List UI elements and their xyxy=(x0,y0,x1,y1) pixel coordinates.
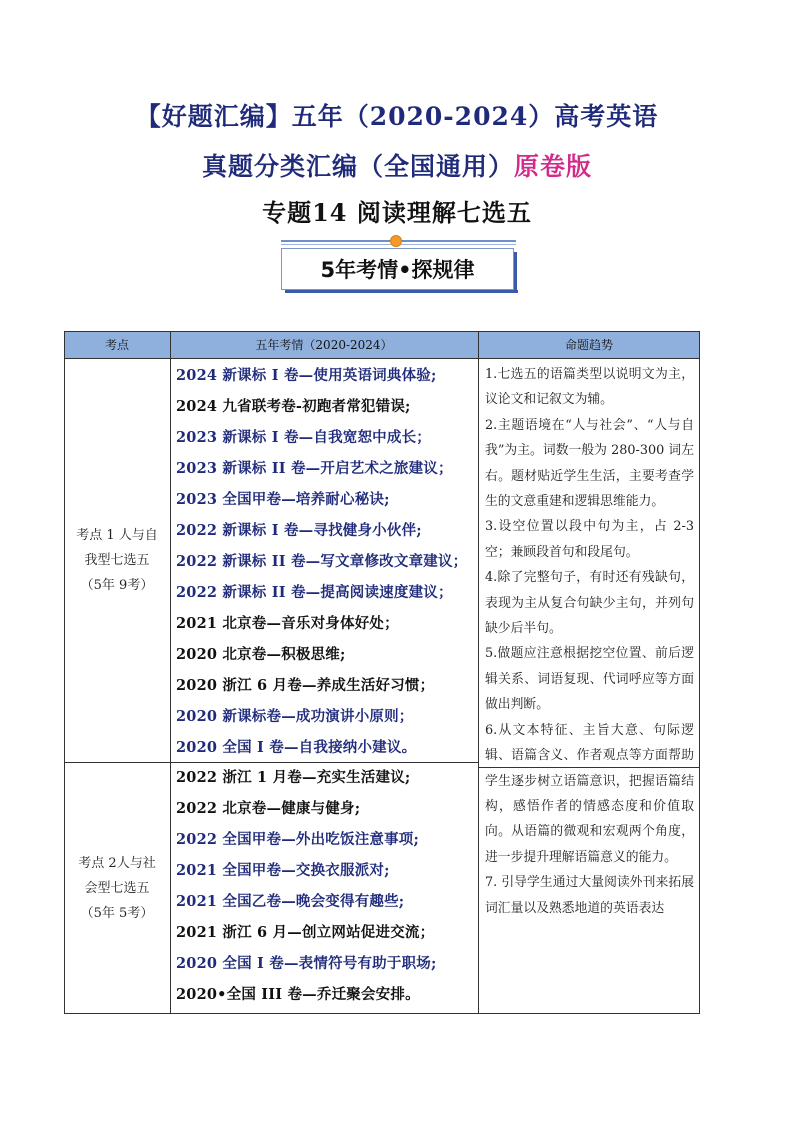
table-border xyxy=(478,767,700,768)
exam-item: 2022 浙江 1 月卷—充实生活建议; xyxy=(176,769,411,786)
exam-item: 2023 新课标 I 卷—自我宽恕中成长； xyxy=(176,429,431,446)
topic-title: 专题14 阅读理解七选五 xyxy=(262,198,532,227)
exam-item: 2020 全国 I 卷—表情符号有助于职场; xyxy=(176,955,437,972)
trend-paragraph: 6.从文本特征、主旨大意、句际逻辑、语篇含义、作者观点等方面帮助学生逐步树立语篇意识，把握语篇结构，感悟作者的情感态度和价值取向。从语篇的微观和宏观两个角度，进一步提升理解语篇意义的能力。 xyxy=(485,722,694,865)
trend-paragraph: 3.设空位置以段中句为主，占 2-3 空；兼顾段首句和段尾句。 xyxy=(485,519,694,560)
exam-list-2 xyxy=(170,762,478,1010)
title-line-2-main: 真题分类汇编（全国通用） xyxy=(201,152,514,181)
title-line-2-highlight: 原卷版 xyxy=(514,152,593,181)
header-topic: 考点 xyxy=(64,331,170,358)
exam-item: 2021 浙江 6 月—创立网站促进交流； xyxy=(176,924,435,941)
trend-paragraph: 1.七选五的语篇类型以说明文为主，议论文和记叙文为辅。 xyxy=(485,367,694,408)
table-border xyxy=(64,358,700,359)
table-border xyxy=(64,331,65,1014)
table-border xyxy=(64,331,700,332)
table-border xyxy=(478,331,479,1014)
trend-paragraph: 7. 引导学生通过大量阅读外刊来拓展词汇量以及熟悉地道的英语表达 xyxy=(485,875,694,916)
exam-item: 2020 全国 I 卷—自我接纳小建议。 xyxy=(176,739,417,756)
table-border xyxy=(170,331,171,1014)
topic-2-line: （5年 5考） xyxy=(80,906,154,921)
trend-cell xyxy=(478,358,700,1014)
exam-item: 2021 全国甲卷—交换衣服派对; xyxy=(176,862,390,879)
topic-cell-1 xyxy=(64,358,170,762)
exam-item: 2023 新课标 II 卷—开启艺术之旅建议； xyxy=(176,460,453,477)
banner-dot-icon xyxy=(390,235,402,247)
table-border xyxy=(64,1013,700,1014)
exam-table xyxy=(64,331,700,1014)
banner-shadow xyxy=(285,290,518,293)
exam-item: 2021 全国乙卷—晚会变得有趣些; xyxy=(176,893,405,910)
exam-item: 2020 北京卷—积极思维; xyxy=(176,646,346,663)
exam-item: 2022 全国甲卷—外出吃饭注意事项; xyxy=(176,831,420,848)
banner-shadow-side xyxy=(514,252,517,293)
exam-item: 2022 新课标 II 卷—提高阅读速度建议； xyxy=(176,584,453,601)
header-exams: 五年考情（2020-2024） xyxy=(170,331,478,358)
header-trends: 命题趋势 xyxy=(478,331,700,358)
exam-item: 2022 新课标 I 卷—寻找健身小伙伴; xyxy=(176,522,422,539)
trend-paragraph: 4.除了完整句子，有时还有残缺句，表现为主从复合句缺少主句，并列句缺少后半句。 xyxy=(485,570,694,637)
exam-item: 2022 北京卷—健康与健身; xyxy=(176,800,361,817)
exam-item: 2020 浙江 6 月卷—养成生活好习惯； xyxy=(176,677,435,694)
title-line-1: 【好题汇编】五年（2020-2024）高考英语 xyxy=(135,102,659,131)
title-line-2 xyxy=(0,147,794,183)
exam-item: 2023 全国甲卷—培养耐心秘诀; xyxy=(176,491,390,508)
section-banner xyxy=(277,234,516,294)
exam-item: 2024 新课标 I 卷—使用英语词典体验; xyxy=(176,367,437,384)
exam-item: 2024 九省联考卷-初跑者常犯错误; xyxy=(176,398,411,415)
exam-list-1 xyxy=(170,360,478,763)
exam-item: 2022 新课标 II 卷—写文章修改文章建议； xyxy=(176,553,468,570)
table-border xyxy=(64,762,478,763)
exam-item: 2020 新课标卷—成功演讲小原则； xyxy=(176,708,414,725)
topic-1-line: （5年 9考） xyxy=(80,577,154,593)
topic-1-line: 考点 1 人与自 xyxy=(76,527,158,543)
trend-paragraph: 2.主题语境在“人与社会”、“人与自我”为主。词数一般为 280-300 词左右。题材贴近学生生活，主要考查学生的文意重建和逻辑思维能力。 xyxy=(485,417,694,510)
topic-1-line: 我型七选五 xyxy=(84,552,150,568)
banner-label: 5年考情•探规律 xyxy=(281,248,514,290)
topic-cell-2 xyxy=(64,763,170,1014)
trend-paragraph: 5.做题应注意根据挖空位置、前后逻辑关系、词语复现、代词呼应等方面做出判断。 xyxy=(485,646,694,713)
exam-item: 2020•全国 III 卷—乔迁聚会安排。 xyxy=(176,986,420,1003)
table-border xyxy=(699,331,700,1014)
topic-2-line: 考点 2人与社 xyxy=(78,856,156,871)
exam-item: 2021 北京卷—音乐对身体好处； xyxy=(176,615,399,632)
topic-2-line: 会型七选五 xyxy=(84,881,150,896)
